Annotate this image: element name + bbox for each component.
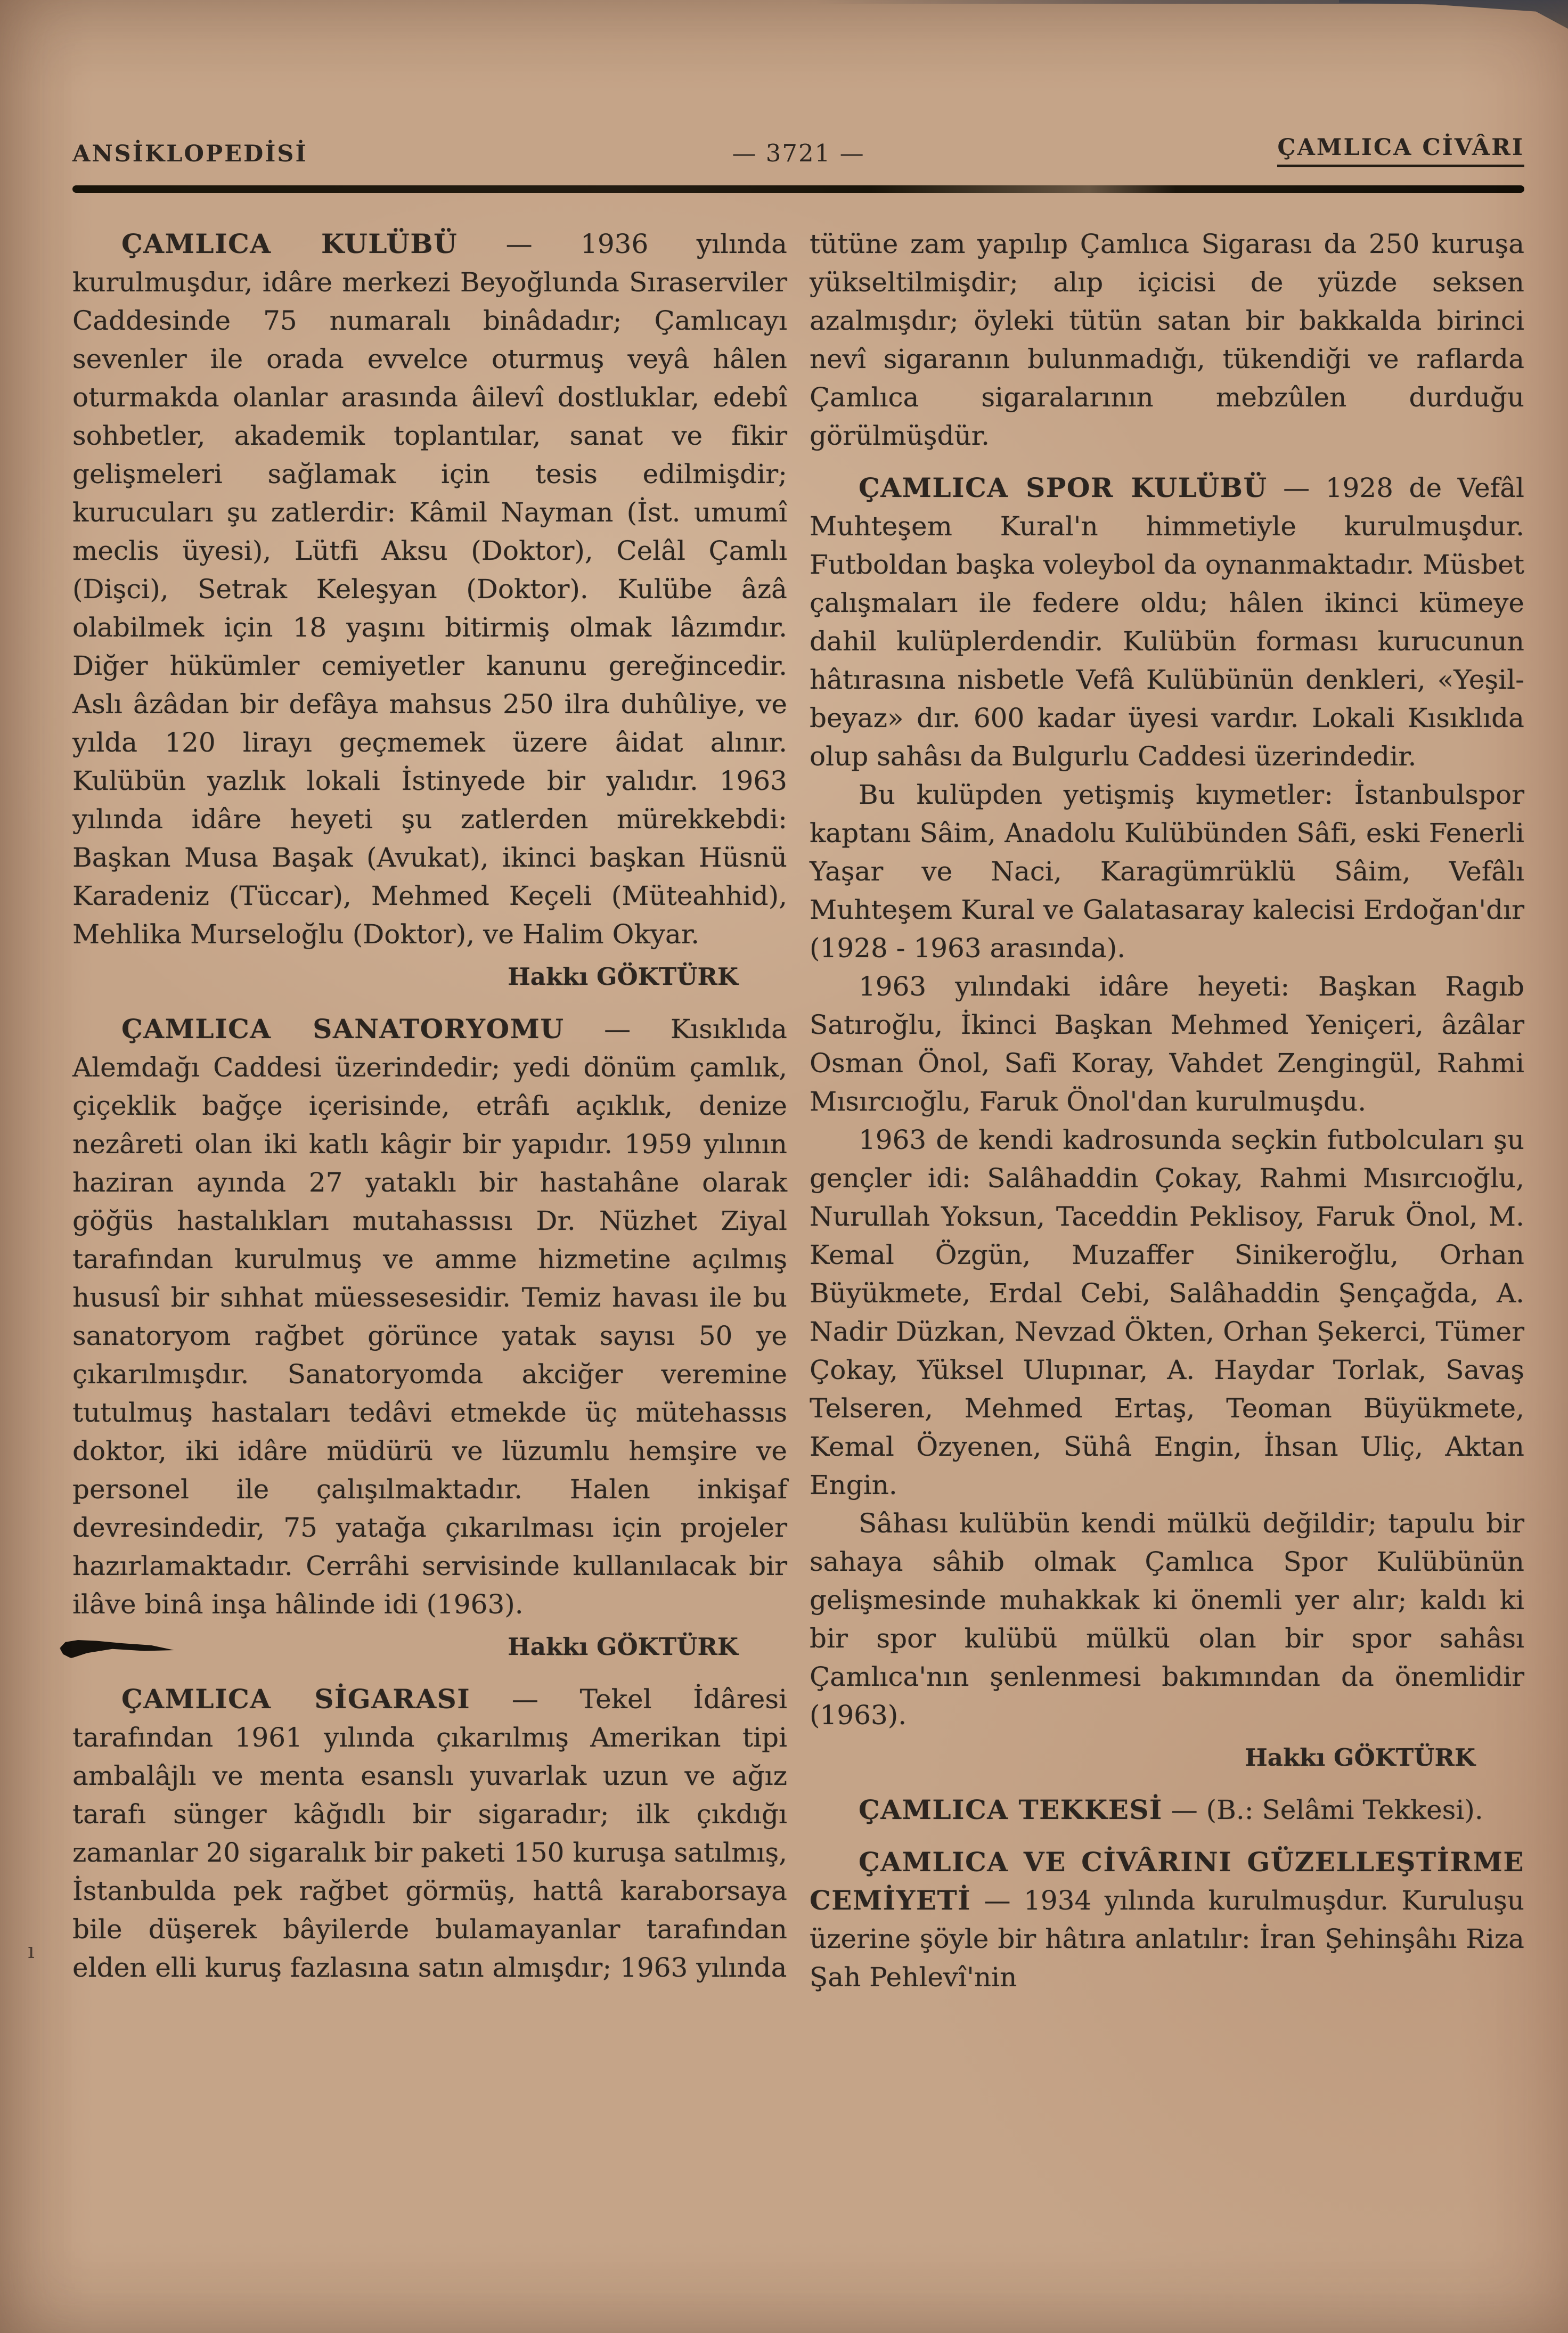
entry-body: — 1936 yılında kurulmuşdur, idâre merkezi Beyoğlunda Sıraserviler Caddesinde 75 numaralı binâdadır; Çamlıcayı sevenler ile orada evvelce oturmuş veyâ hâlen oturmakda olanlar arasında âilevî dostluklar, edebî sohbetler, akademik toplantılar, sanat ve fikir gelişmeleri sağlamak için tesis edilmişdir; kurucuları şu zatlerdir: Kâmil Nayman (İst. umumî meclis üyesi), Lütfi Aksu (Doktor), Celâl Çamlı (Dişci), Setrak Keleşyan (Doktor). Kulübe âzâ olabilmek için 18 yaşını bitirmiş olmak lâzımdır. Diğer hükümler cemiyetler kanunu gereğincedir. Aslı âzâdan bir defâya mahsus 250 ilra duhûliye, ve yılda 120 lirayı geçmemek üzere âidat alınır. Kulübün yazlık lokali İstinyede bir yalıdır. 1963 yılında idâre heyeti şu zatlerden mürekkebdi: Başkan Musa Başak (Avukat), ikinci başkan Hüsnü Karadeniz (Tüccar), Mehmed Keçeli (Müteahhid), Mehlika Murseloğlu (Doktor), ve Halim Okyar. [72,229,787,950]
entry-body: — Tekel İdâresi tarafından 1961 yılında çıkarılmış Amerikan tipi ambalâjlı ve menta esanslı yuvarlak uzun ve ağız tarafı sünger kâğıdlı bir sigaradır; ilk çıkdığı zamanlar 20 sigaralık bir paketi 150 kuruşa satılmış, İstanbulda pek rağbet görmüş, hattâ karaborsaya bile düşerek bâyilerde bulamayanlar tarafından elden elli kuruş fazlasına satın almışdır; 1963 yılında [72,1684,788,1983]
encyclopedia-entry [810,1791,1524,1829]
stray-ink-mark: ı [28,1939,35,1963]
encyclopedia-entry [72,225,787,953]
entry-body: 1963 de kendi kadrosunda seçkin futbolcuları şu gençler idi: Salâhaddin Çokay, Rahmi Mısırcıoğlu, Nurullah Yoksun, Taceddin Peklisoy, Faruk Önol, M. Kemal Özgün, Muzaffer Sinikeroğlu, Orhan Büyükmete, Erdal Cebi, Salâhaddin Şençağda, A. Nadir Düzkan, Nevzad Ökten, Orhan Şekerci, Tümer Çokay, Yüksel Ulupınar, A. Haydar Torlak, Savaş Telseren, Mehmed Ertaş, Teoman Büyükmete, Kemal Özyenen, Sühâ Engin, İhsan Uliç, Aktan Engin. [810,1124,1524,1500]
section-title: ÇAMLICA CİVÂRI [1277,134,1524,167]
entry-body: — Kısıklıda Alemdağı Caddesi üzerindedir; yedi dönüm çamlık, çiçeklik bağçe içerisinde, etrâfı açıklık, denize nezâreti olan iki katlı kâgir bir yapıdır. 1959 yılının haziran ayında 27 yataklı bir hastahâne olarak göğüs hastalıkları mutahassısı Dr. Nüzhet Ziyal tarafından kurulmuş ve amme hizmetine açılmış hususî bir sıhhat müessesesidir. Temiz havası ile bu sanatoryom rağbet görünce yatak sayısı 50 ye çıkarılmışdır. Sanatoryomda akciğer veremine tutulmuş hastaları tedâvi etmekde üç mütehassıs doktor, iki idâre müdürü ve lüzumlu hemşire ve personel ile çalışılmaktadır. Halen inkişaf devresindedir, 75 yatağa çıkarılması için projeler hazırlamaktadır. Cerrâhi servisinde kullanılacak bir ilâve binâ inşa hâlinde idi (1963). [72,1014,787,1620]
entry-title: ÇAMLICA KULÜBÜ [121,228,458,259]
author-signature [72,958,787,996]
encyclopedia-title: ANSİKLOPEDİSİ [72,141,308,167]
entry-body: — 1928 de Vefâl Muhteşem Kural'n himmetiyle kurulmuşdur. Futboldan başka voleybol da oynanmaktadır. Müsbet çalışmaları ile federe oldu; hâlen ikinci kümeye dahil kulüplerdendir. Kulübün forması kurucunun hâtırasına nisbetle Vefâ Kulübünün denkleri, «Yeşil-beyaz» dır. 600 kadar üyesi vardır. Lokali Kısıklıda olup sahâsı da Bulgurlu Caddesi üzerindedir. [810,472,1524,772]
author-signature [72,1628,787,1666]
entry-body: Sâhası kulübün kendi mülkü değildir; tapulu bir sahaya sâhib olmak Çamlıca Spor Kulübünün gelişmesinde muhakkak ki önemli yer alır; kaldı ki bir spor kulübü mülkü olan bir spor sahâsı Çamlıca'nın şenlenmesi bakımından da önemlidir (1963). [810,1508,1524,1731]
encyclopedia-entry [810,469,1524,776]
paragraph [810,967,1524,1121]
author-name: Hakkı GÖKTÜRK [508,1633,738,1661]
entry-title: ÇAMLICA SİGARASI [121,1683,471,1715]
entry-body: — 1934 yılında kurulmuşdur. Kuruluşu üzerine şöyle bir hâtıra anlatılır: İran Şehinşâhı Riza Şah Pehlevî'nin [810,1885,1524,1993]
continuation-paragraph [810,225,1524,455]
header-rule [72,185,1524,193]
entry-body: Bu kulüpden yetişmiş kıymetler: İstanbulspor kaptanı Sâim, Anadolu Kulübünden Sâfi, eski Fenerli Yaşar ve Naci, Karagümrüklü Sâim, Vefâlı Muhteşem Kural ve Galatasaray kalecisi Erdoğan'dır (1928 - 1963 arasında). [810,779,1524,964]
paragraph [810,1504,1524,1734]
entry-title: ÇAMLICA TEKKESİ [859,1794,1163,1825]
entry-body: 1963 yılındaki idâre heyeti: Başkan Ragıb Satıroğlu, İkinci Başkan Mehmed Yeniçeri, âzâlar Osman Önol, Safi Koray, Vahdet Zengingül, Rahmi Mısırcıoğlu, Faruk Önol'dan kurulmuşdu. [810,971,1524,1117]
text-columns [72,225,1524,1996]
entry-body: — (B.: Selâmi Tekkesi). [1162,1794,1483,1825]
author-name: Hakkı GÖKTÜRK [1245,1743,1475,1772]
encyclopedia-entry [72,1680,787,1987]
entry-title: ÇAMLICA SANATORYOMU [121,1013,565,1045]
encyclopedia-entry [72,1010,787,1624]
paragraph [810,1121,1524,1504]
ink-smudge [60,1638,174,1659]
author-name: Hakkı GÖKTÜRK [508,962,738,991]
paragraph [810,776,1524,967]
entry-title: ÇAMLICA VE CİVÂRINI GÜZELLEŞTİRME CEMİYETİ [810,1846,1524,1916]
page-number: — 3721 — [732,139,865,167]
page-header [72,0,1524,167]
entry-title: ÇAMLICA SPOR KULÜBÜ [859,472,1268,503]
author-signature [810,1739,1524,1777]
right-column [810,225,1524,1996]
section-title-wrap [1040,134,1524,167]
scan-edge-shadow [0,0,1568,4]
left-column [72,225,787,1996]
entry-body: tütüne zam yapılıp Çamlıca Sigarası da 250 kuruşa yükseltilmişdir; alıp içicisi de yüzde seksen azalmışdır; öyleki tütün satan bir bakkalda birinci nevî sigaranın bulunmadığı, tükendiği ve raflarda Çamlıca sigaralarının mebzûlen durduğu görülmüşdür. [810,229,1524,451]
encyclopedia-entry [810,1843,1524,1996]
